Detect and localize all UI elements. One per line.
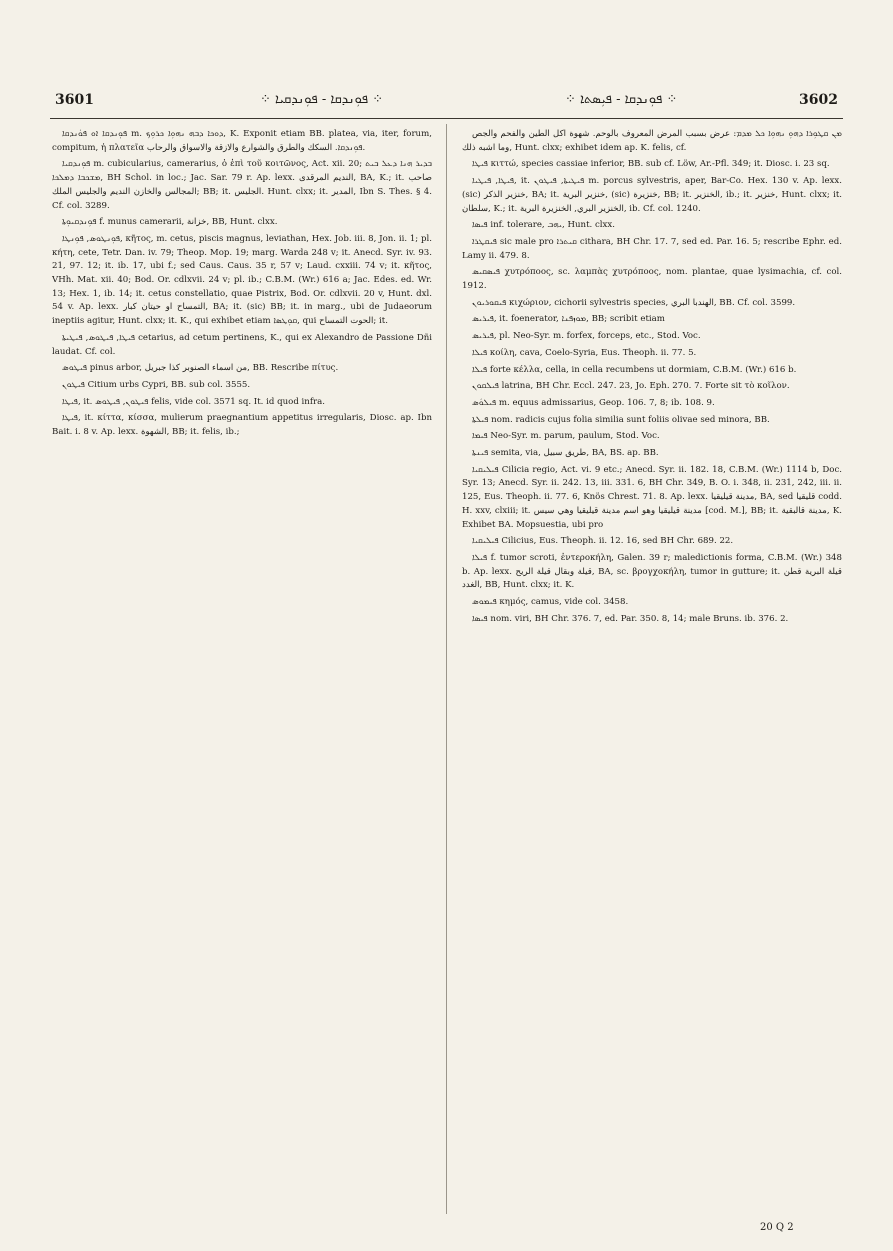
dictionary-entry: ܦܝܠܘܿܣ m. equus admissarius, Geop. 106. 7, 8; ib. 108. 9. bbox=[472, 397, 715, 408]
dictionary-entry: ܦܝܛܐ, it. κίττα, κίσσα, mulierum praegnantium appetitus irregularis, Diosc. ap. Ibn Bait. i. 8 v. Ap. lexx. الشهوة, BB; it. felis, ib.; bbox=[52, 413, 432, 438]
left-column bbox=[52, 128, 432, 1208]
column-divider bbox=[446, 124, 447, 1214]
dictionary-entry: ܦܝܛܐ, ܦܝܛܘܣ, ܦܝܛܝܬܐ cetarius, ad cetum pertinens, K., qui ex Alexandro de Passione Dñi laudat. Cf. col. bbox=[52, 332, 432, 357]
dictionary-entry: ܦܝܠܐ κοίλη, cava, Coelo-Syria, Eus. Theoph. ii. 77. 5. bbox=[472, 347, 697, 358]
dictionary-entry: ܦܝܛܘܢ Citium urbs Cypri, BB. sub col. 3555. bbox=[62, 379, 251, 390]
right-page-number: 3602 bbox=[799, 92, 838, 108]
dictionary-entry: ܦܝܠܝܩܝܐ Cilicia regio, Act. vi. 9 etc.; Anecd. Syr. ii. 182. 18, C.B.M. (Wr.) 1114 b, Doc. Syr. 13; Anecd. Syr. ii. 242. 13, iii. 331. 6, BH Chr. 349, B. O. i. 348, ii. 231, 242, iii. ii. 125, Eus. Theoph. ii. 77. 6, Knös Chrest. 71. 8. Ap. lexx. مدينة قيليقيا, BA, sed قليقيا codd. H. xxv, clxiii; it. مدينة قيليقيا وهو اسم مدينة قيليقيا وهي سيس [cod. M.], BB; it. مدينة قالبقية, K. Exhibet BA. Mopsuestia, ubi pro bbox=[462, 464, 842, 530]
dictionary-entry: ܦܝܡܐ Neo-Syr. m. parum, paulum, Stod. Voc. bbox=[472, 431, 660, 442]
dictionary-entry: ܦܘܼܢܕܩܐ ܐܘ ܦܘܿܢܕܩܐ m. ܕܘܟܐ ܕܒܗ ܢܗܘܼܐ ܟܪܘܼܟ, K. Exponit etiam BB. platea, via, iter, forum, compitum, ἡ πλατεῖα ܦܘܼܢܕܩܐ. السكك والطرق والشوارع والازقة والاسواق والرحاب. bbox=[52, 129, 432, 153]
dictionary-entry: ܦܝܪܝܣ, pl. Neo-Syr. m. forfex, forceps, etc., Stod. Voc. bbox=[472, 331, 701, 342]
dictionary-entry: ܦܝܣܐ inf. tolerare, ܝܗܒ, Hunt. clxx. bbox=[472, 220, 615, 231]
dictionary-entry: ܦܝܠܐ forte κέλλα, cella, in cella recumbens ut dormiam, C.B.M. (Wr.) 616 b. bbox=[472, 364, 797, 375]
left-page-number: 3601 bbox=[55, 92, 94, 108]
dictionary-entry: ܦܘܼܢܕܩܝܘܼܬܐ f. munus camerarii, ﺧﺰﺍﻧﺔ, BB, Hunt. clxx. bbox=[62, 217, 278, 228]
dictionary-entry: ܦܝܣܐ nom. viri, BH Chr. 376. 7, ed. Par. 350. 8, 14; male Bruns. ib. 376. 2. bbox=[472, 613, 789, 624]
dictionary-entry: ܦܝܣܩܝܣ χυτρόποος, sc. λαμπὰς χυτρόποος, nom. plantae, quae lysimachia, cf. col. 1912. bbox=[462, 267, 842, 292]
signature-mark: 20 Q 2 bbox=[760, 1222, 794, 1233]
dictionary-entry: ܦܝܛܐ, ܦܝܛܝܐ, it. ܦܝܛܝܬܐ, ܦܝܛܘܢ m. porcus sylvestris, aper, Bar-Co. Hex. 130 v. Ap. lexx. (sic) خنزير الذكر, BA; it. خنزير البرية, (sic) خنزيرة, BB; it. الخنزير, ib.; it. خنزير, Hunt. clxx; it. سلطان, K.; it. الخنزير البري, الخنزيرة البرية, ib. Cf. col. 1240. bbox=[462, 176, 842, 214]
dictionary-entry: ܦܝܛܐ κιττώ, species cassiae inferior, BB. sub cf. Löw, Ar.-Pfl. 349; it. Diosc. i. 23 sq. bbox=[472, 159, 830, 170]
dictionary-entry: ܦܝܠܐ f. tumor scroti, ἐντεροκήλη, Galen. 39 r; maledictionis forma, C.B.M. (Wr.) 348 b. Ap. lexx. قيلة وبقال قيلة الريح, BA, sc. βρογχοκήλη, tumor in gutture; it. قيلة البرية قطن الغدد, BB, Hunt. clxx; it. K. bbox=[462, 552, 842, 591]
dictionary-entry: ܦܝܩܛܪܐ sic male pro ܩܝܬܪܐ cithara, BH Chr. 17. 7, sed ed. Par. 16. 5; rescribe Ephr. ed. Lamy ii. 479. 8. bbox=[462, 236, 842, 261]
right-running-title: ⁘ ܦܘܼܢܕܩܐ - ܦܝܼܣܬܐ ⁘ bbox=[565, 92, 678, 107]
dictionary-entry: ܦܝܪܝܣ, it. foenerator, ܡܘܙܦܢܐ, BB; scribit etiam bbox=[472, 314, 665, 325]
dictionary-entry: ܦܝܠܝܩܝܐ Cilicius, Eus. Theoph. ii. 12. 16, sed BH Chr. 689. 22. bbox=[472, 536, 734, 547]
right-column bbox=[462, 128, 842, 1208]
dictionary-entry: ܦܝܠܩܘܢ latrina, BH Chr. Eccl. 247. 23, Jo. Eph. 270. 7. Forte sit τὸ κοῖλον. bbox=[472, 381, 790, 392]
dictionary-entry: ܦܝܛܘܣ pinus arbor, من اسماء الصنوبر كذا جبريل, BB. Rescribe πίτυς. bbox=[62, 363, 339, 374]
dictionary-entry: ܦܝܩܘܪܝܘܢ κιχώριον, cichorii sylvestris species, الهندبا البري, BB. Cf. col. 3599. bbox=[472, 297, 796, 308]
page-header bbox=[50, 92, 843, 118]
dictionary-entry: ܡܢ ܩܛܘܼܪܐ ܕܗܘܼ ܢܗܘܼܐ ܟܠ ܡܕܡ: عرض بسبب المرض المعروف بالوحم. شهوة اكل الطين والفحم والجص وما اشبه ذلك, Hunt. clxx; exhibet idem ap. K. felis, cf. bbox=[462, 129, 842, 153]
dictionary-entry: ܦܘܼܢܕܩܝܐ m. cubicularius, camerarius, ὁ ἐπὶ τοῦ κοιτῶνος, Act. xii. 20; ܒܕܝܪ ܗܢܐ ܕܥܠ ܒܝܬ ܡܫܟܒܐ ܕܡܠܟܐ, BH Schol. in loc.; Jac. Sar. 79 r. Ap. lexx. الندیم المرقدی, BA, K.; it. صاحب المجالس والخازن النديم والجليس الملك; BB; it. الجليس. Hunt. clxx; it. المدير, Ibn S. Thes. § 4. Cf. col. 3289. bbox=[52, 159, 432, 211]
dictionary-entry: ܦܝܡܘܣ κημός, camus, vide col. 3458. bbox=[472, 597, 629, 608]
left-running-title: ⁘ ܦܘܼܢܕܩܐ - ܦܘܼܢܕܩܝܐ ⁘ bbox=[260, 92, 384, 107]
dictionary-entry: ܦܝܛܐ, it. ܦܝܛܘܢ, ܦܝܛܘܣ felis, vide col. 3571 sq. It. id quod infra. bbox=[62, 396, 325, 407]
dictionary-entry: ܦܝܢܬܐ semita, via, طريق سبيل, BA, BS. ap. BB. bbox=[472, 448, 659, 459]
dictionary-entry: ܦܝܠܬܐ nom. radicis cujus folia similia sunt foliis olivae sed minora, BB. bbox=[472, 414, 770, 425]
dictionary-entry: ܦܘܼܢܛܘܣ, ܦܘܼܢܛܐ, κῆτος, m. cetus, piscis magnus, leviathan, Hex. Job. iii. 8, Jon. ii. 1; pl. κήτη, cete, Tetr. Dan. iv. 79; Theop. Mop. 19; marg. Warda 248 v; it. Anecd. Syr. iv. 93. 21, 97. 12; it. ib. 17, ubi f.; sed Caus. Caus. 35 r, 57 v; Laud. cxxiii. 74 v; it. κῆτος, VHh. Mat. xii. 40; Bod. Or. cdlxvii. 24 v; pl. ib.; C.B.M. (Wr.) 616 a; Jac. Edes. ed. Wr. 13; Hex. 1, ib. 14; it. cetus constellatio, quae Pistrix, Bod. Or. cdlxvii. 20 v, Hunt. dxl. 54 v. Ap. lexx. التمساح او حيتان كبار, BA; it. (sic) BB; it. in marg., ubi de Judaeorum ineptiis agitur, Hunt. clxx; it. K., qui exhibet etiam ܩܘܼܛܣܐ, qui الحوت التمساح; it. bbox=[52, 233, 432, 327]
header-rule bbox=[50, 118, 843, 119]
